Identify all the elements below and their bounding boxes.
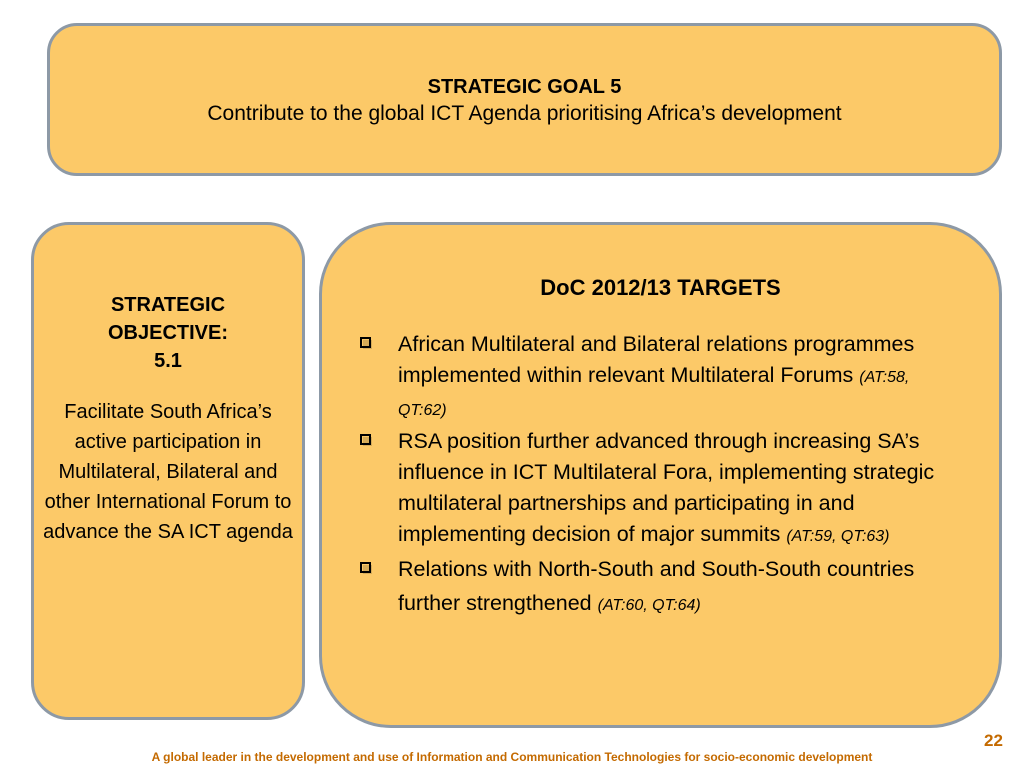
target-item xyxy=(398,329,959,426)
targets-box xyxy=(319,222,1002,728)
objective-heading-line3: 5.1 xyxy=(154,350,182,372)
target-reference: (AT:58, QT:62) xyxy=(398,369,910,419)
strategic-goal-box xyxy=(47,23,1002,176)
checkbox-bullet-icon xyxy=(360,562,371,573)
checkbox-bullet-icon xyxy=(360,434,371,445)
objective-heading-line2: OBJECTIVE: xyxy=(107,322,229,344)
checkbox-bullet-icon xyxy=(360,337,371,348)
objective-heading-line1: STRATEGIC xyxy=(110,294,226,316)
target-text: Relations with North-South and South-South countries further strengthened xyxy=(398,557,915,615)
target-reference: (AT:59, QT:63) xyxy=(786,528,890,545)
targets-title: DoC 2012/13 TARGETS xyxy=(540,275,781,300)
target-text: RSA position further advanced through increasing SA’s influence in ICT Multilateral Fora, implementing strategic multilateral partnerships and participating in and implementing decision of major summits xyxy=(398,429,935,546)
objective-heading xyxy=(34,291,302,375)
goal-title: STRATEGIC GOAL 5 xyxy=(427,76,622,98)
strategic-objective-box xyxy=(31,222,305,720)
target-item xyxy=(398,426,959,552)
page-number: 22 xyxy=(984,731,1003,750)
target-item xyxy=(398,552,959,623)
goal-description: Contribute to the global ICT Agenda prioritising Africa’s development xyxy=(207,102,842,125)
footer-tagline: A global leader in the development and use of Information and Communication Technologies for socio-economic development xyxy=(151,750,873,764)
target-reference: (AT:60, QT:64) xyxy=(597,597,701,614)
target-text: African Multilateral and Bilateral relations programmes implemented within relevant Multilateral Forums xyxy=(398,332,915,387)
objective-description: Facilitate South Africa’s active participation in Multilateral, Bilateral and other International Forum to advance the SA ICT agenda xyxy=(43,401,293,543)
targets-list xyxy=(322,329,999,623)
